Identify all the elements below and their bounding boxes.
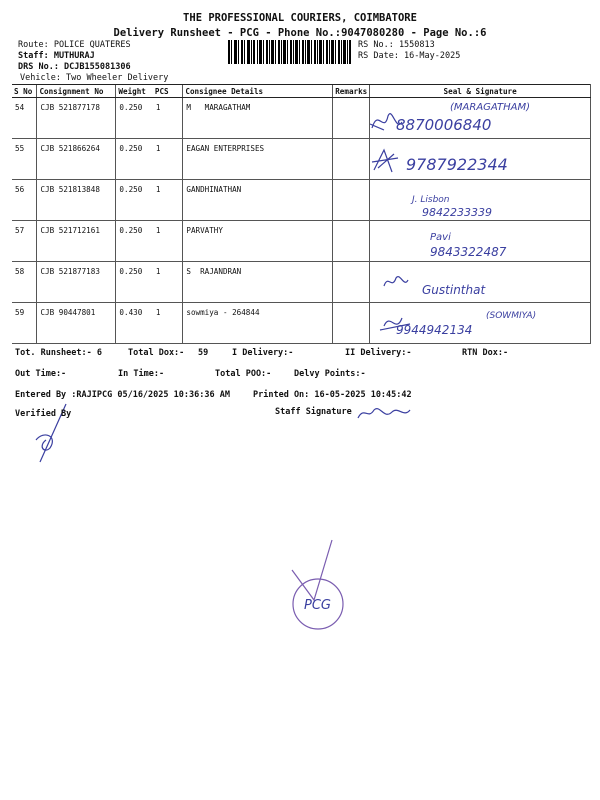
row-remarks <box>333 221 370 262</box>
row-pcs: 1 <box>153 221 183 262</box>
staff-label: Staff: MUTHURAJ <box>18 51 95 61</box>
table-row <box>12 303 591 344</box>
printed-on: Printed On: 16-05-2025 10:45:42 <box>253 390 412 400</box>
tot-runsheet: Tot. Runsheet:- 6 <box>15 348 102 358</box>
row57-phone-handwriting: 9843322487 <box>430 245 507 259</box>
total-poo: Total POO:- <box>215 369 272 379</box>
row-remarks <box>333 262 370 303</box>
pcg-stamp-circle <box>293 579 343 629</box>
row-consignee: PARVATHY <box>183 221 333 262</box>
row-consignee: EAGAN ENTERPRISES <box>183 139 333 180</box>
row-signature-cell <box>370 139 591 180</box>
row-consignee: sowmiya - 264844 <box>183 303 333 344</box>
row-weight: 0.250 <box>116 180 153 221</box>
col-header-sno: S No <box>12 85 37 98</box>
row-consignment-no: CJB 521712161 <box>37 221 116 262</box>
pcg-stamp-text: PCG <box>304 598 331 613</box>
row-consignee: S RAJANDRAN <box>183 262 333 303</box>
vehicle-label: Vehicle: Two Wheeler Delivery <box>20 73 169 83</box>
row-remarks <box>333 180 370 221</box>
rtn-dox: RTN Dox:- <box>462 348 509 358</box>
staff-signature-scribble <box>358 409 410 418</box>
row-consignment-no: CJB 521813848 <box>37 180 116 221</box>
row-sno: 58 <box>12 262 37 303</box>
row-consignment-no: CJB 521877178 <box>37 98 116 139</box>
row-signature-cell <box>370 221 591 262</box>
row59-name-handwriting: (SOWMIYA) <box>486 311 537 321</box>
row-consignment-no: CJB 521866264 <box>37 139 116 180</box>
stamp-tick <box>292 540 332 600</box>
row56-phone-handwriting: 9842233339 <box>422 206 492 219</box>
total-dox-label: Total Dox:- <box>128 348 185 358</box>
in-time: In Time:- <box>118 369 165 379</box>
delvy-points: Delvy Points:- <box>294 369 366 379</box>
row-signature-cell <box>370 262 591 303</box>
row-consignee: M MARAGATHAM <box>183 98 333 139</box>
row-pcs: 1 <box>153 98 183 139</box>
row-pcs: 1 <box>153 180 183 221</box>
row-pcs: 1 <box>153 303 183 344</box>
col-header-weight: Weight <box>116 85 153 98</box>
entered-by: Entered By :RAJIPCG 05/16/2025 10:36:36 AM <box>15 390 230 400</box>
col-header-signature: Seal & Signature <box>370 85 591 98</box>
col-header-pcs: PCS <box>153 85 183 98</box>
out-time: Out Time:- <box>15 369 67 379</box>
col-header-remarks: Remarks <box>333 85 370 98</box>
row-sno: 59 <box>12 303 37 344</box>
row-weight: 0.250 <box>116 139 153 180</box>
row56-name-handwriting: J. Lisbon <box>412 195 450 205</box>
ii-delivery: II Delivery:- <box>345 348 412 358</box>
runsheet-table <box>12 84 591 344</box>
row-weight: 0.250 <box>116 221 153 262</box>
col-header-consignee: Consignee Details <box>183 85 333 98</box>
row-remarks <box>333 303 370 344</box>
row54-phone-handwriting: 8870006840 <box>396 116 492 134</box>
row-weight: 0.250 <box>116 98 153 139</box>
row-weight: 0.250 <box>116 262 153 303</box>
drs-number: DRS No.: DCJB155081306 <box>18 62 131 72</box>
table-row <box>12 98 591 139</box>
rs-date: RS Date: 16-May-2025 <box>358 51 461 61</box>
row-pcs: 1 <box>153 139 183 180</box>
route-label: Route: POLICE QUATERES <box>18 40 131 50</box>
row57-name-handwriting: Pavi <box>430 232 451 243</box>
company-title: THE PROFESSIONAL COURIERS, COIMBATORE <box>183 12 417 24</box>
table-row <box>12 262 591 303</box>
table-row <box>12 180 591 221</box>
total-dox-value: 59 <box>198 348 209 358</box>
row-signature-cell <box>370 303 591 344</box>
row-weight: 0.430 <box>116 303 153 344</box>
row-signature-cell <box>370 180 591 221</box>
table-row <box>12 221 591 262</box>
table-row <box>12 139 591 180</box>
row-remarks <box>333 139 370 180</box>
row-sno: 55 <box>12 139 37 180</box>
runsheet-subtitle: Delivery Runsheet - PCG - Phone No.:9047080280 - Page No.:6 <box>113 27 487 39</box>
row-consignment-no: CJB 90447801 <box>37 303 116 344</box>
row58-name-handwriting: Gustinthat <box>422 283 486 297</box>
row54-name-handwriting: (MARAGATHAM) <box>450 102 531 113</box>
barcode <box>228 40 352 64</box>
col-header-consignment: Consignment No <box>37 85 116 98</box>
row-sno: 57 <box>12 221 37 262</box>
i-delivery: I Delivery:- <box>232 348 294 358</box>
row-pcs: 1 <box>153 262 183 303</box>
row-consignee: GANDHINATHAN <box>183 180 333 221</box>
table-header-row <box>12 85 591 98</box>
row55-phone-handwriting: 9787922344 <box>406 155 508 174</box>
row-remarks <box>333 98 370 139</box>
row-sno: 54 <box>12 98 37 139</box>
rs-number: RS No.: 1550813 <box>358 40 435 50</box>
staff-signature-label: Staff Signature <box>275 407 352 417</box>
row-sno: 56 <box>12 180 37 221</box>
row-consignment-no: CJB 521877183 <box>37 262 116 303</box>
verified-by-label: Verified By <box>15 409 72 419</box>
row-signature-cell <box>370 98 591 139</box>
row59-phone-handwriting: 9944942134 <box>396 323 473 337</box>
